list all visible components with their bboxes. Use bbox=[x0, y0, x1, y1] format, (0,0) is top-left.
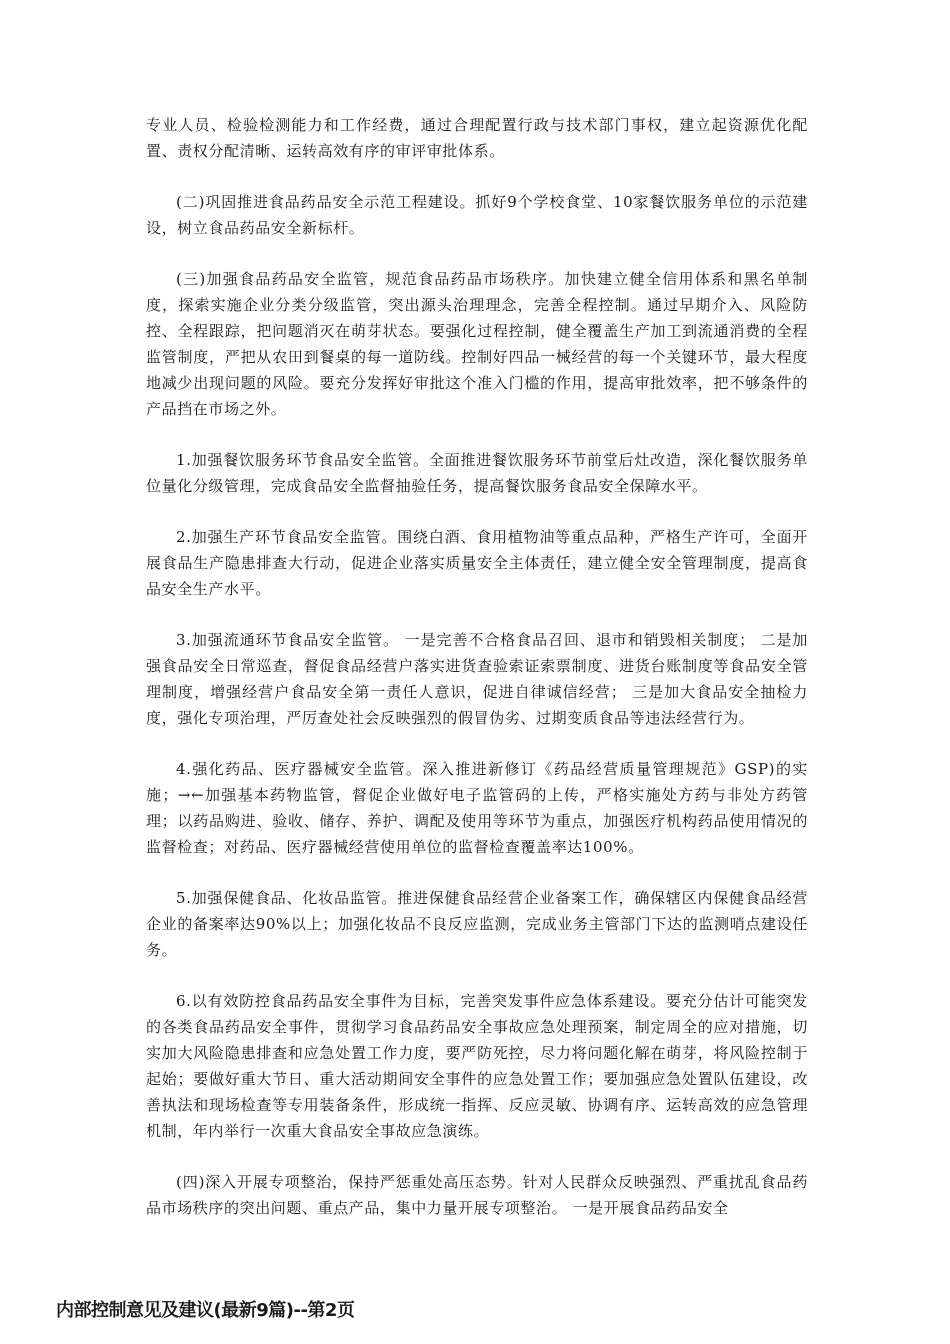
paragraph-continuation: 专业人员、检验检测能力和工作经费，通过合理配置行政与技术部门事权，建立起资源优化配置、责权分配清晰、运转高效有序的审评审批体系。 bbox=[146, 116, 808, 160]
document-body bbox=[146, 112, 808, 1246]
paragraph-section-2: (二)巩固推进食品药品安全示范工程建设。抓好9个学校食堂、10家餐饮服务单位的示范建设，树立食品药品安全新标杆。 bbox=[146, 193, 808, 237]
paragraph-item-3: 3.加强流通环节食品安全监管。 一是完善不合格食品召回、退市和销毁相关制度； 二是加强食品安全日常巡查，督促食品经营户落实进货查验索证索票制度、进货台账制度等食品安全管理制度，增强经营户食品安全第一责任人意识，促进自律诚信经营； 三是加大食品安全抽检力度，强化专项治理，严厉查处社会反映强烈的假冒伪劣、过期变质食品等违法经营行为。 bbox=[146, 631, 808, 727]
page-footer: 内部控制意见及建议(最新9篇)--第2页 bbox=[56, 1300, 355, 1321]
paragraph-item-1: 1.加强餐饮服务环节食品安全监管。全面推进餐饮服务环节前堂后灶改造，深化餐饮服务单位量化分级管理，完成食品安全监督抽验任务，提高餐饮服务食品安全保障水平。 bbox=[146, 451, 808, 495]
paragraph-item-6: 6.以有效防控食品药品安全事件为目标，完善突发事件应急体系建设。要充分估计可能突发的各类食品药品安全事件，贯彻学习食品药品安全事故应急处理预案，制定周全的应对措施，切实加大风险隐患排查和应急处置工作力度，要严防死控，尽力将问题化解在萌芽，将风险控制于起始；要做好重大节日、重大活动期间安全事件的应急处置工作；要加强应急处置队伍建设，改善执法和现场检查等专用装备条件，形成统一指挥、反应灵敏、协调有序、运转高效的应急管理机制，年内举行一次重大食品安全事故应急演练。 bbox=[146, 992, 808, 1140]
paragraph-item-4: 4.强化药品、医疗器械安全监管。深入推进新修订《药品经营质量管理规范》GSP)的实施；→←加强基本药物监管，督促企业做好电子监管码的上传，严格实施处方药与非处方药管理；以药品购进、验收、储存、养护、调配及使用等环节为重点，加强医疗机构药品使用情况的监督检查；对药品、医疗器械经营使用单位的监督检查覆盖率达100%。 bbox=[146, 760, 808, 856]
paragraph-section-3: (三)加强食品药品安全监管，规范食品药品市场秩序。加快建立健全信用体系和黑名单制度，探索实施企业分类分级监管，突出源头治理理念，完善全程控制。通过早期介入、风险防控、全程跟踪，把问题消灭在萌芽状态。要强化过程控制，健全覆盖生产加工到流通消费的全程监管制度，严把从农田到餐桌的每一道防线。控制好四品一械经营的每一个关键环节，最大程度地减少出现问题的风险。要充分发挥好审批这个准入门槛的作用，提高审批效率，把不够条件的产品挡在市场之外。 bbox=[146, 270, 808, 418]
paragraph-item-2: 2.加强生产环节食品安全监管。围绕白酒、食用植物油等重点品种，严格生产许可，全面开展食品生产隐患排查大行动，促进企业落实质量安全主体责任，建立健全安全管理制度，提高食品安全生产水平。 bbox=[146, 528, 808, 598]
paragraph-section-4: (四)深入开展专项整治，保持严惩重处高压态势。针对人民群众反映强烈、严重扰乱食品药品市场秩序的突出问题、重点产品，集中力量开展专项整治。 一是开展食品药品安全 bbox=[146, 1173, 808, 1217]
paragraph-item-5: 5.加强保健食品、化妆品监管。推进保健食品经营企业备案工作，确保辖区内保健食品经营企业的备案率达90%以上；加强化妆品不良反应监测，完成业务主管部门下达的监测哨点建设任务。 bbox=[146, 889, 808, 959]
